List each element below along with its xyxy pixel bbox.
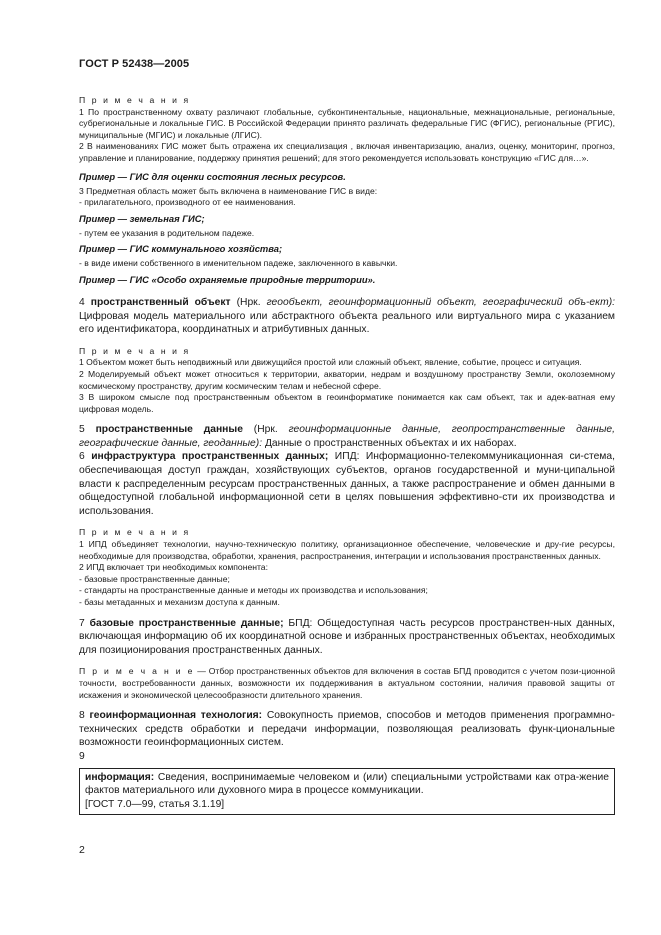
- term-entry-4: [79, 296, 615, 337]
- term-entry-7: [79, 617, 615, 658]
- note-list-item: - базы метаданных и механизм доступа к данным.: [79, 597, 280, 607]
- note-text: 1 Объектом может быть неподвижный или движущийся простой или сложный объект, явление, событие, процесс и ситуация.: [79, 357, 582, 368]
- term-name: пространственный объект: [90, 296, 231, 308]
- note-list-item: - базовые пространственные данные;: [79, 573, 230, 584]
- note-list-item: - путем ее указания в родительном падеже.: [79, 227, 255, 238]
- note-text: 2 ИПД включает три необходимых компонента:: [79, 562, 268, 573]
- note-text: — Отбор пространственных объектов для включения в состав БПД проводится с учетом пози-ционной точности, востребованности данных, возможности их поддерживания в актуальном состоянии, наличия правовой защиты от искажения и экономической целесообразности длительного хранения.: [79, 666, 615, 700]
- example-text: Пример — ГИС коммунального хозяйства;: [79, 243, 283, 255]
- term-definition: Цифровая модель материального или абстрактного объекта реального или виртуального мира с указанием его идентификатора, координатных и атрибутивных данных.: [79, 310, 615, 336]
- term-deprecated-mark: (Нрк.: [236, 296, 261, 308]
- example-text: Пример — земельная ГИС;: [79, 212, 205, 224]
- term-entry-8: [79, 709, 615, 750]
- page-number: 2: [79, 844, 85, 856]
- note-text: 2 Моделируемый объект может относиться к территории, акватории, недрам и воздушному пространству Земли, околоземному космическому пространству, другим космическим телам и небесной сфере.: [79, 368, 615, 391]
- term-number: 4: [79, 296, 85, 308]
- term-definition: Сведения, воспринимаемые человеком и (или) специальными устройствами как отра-жение фактов материального или духовного мира в процессе коммуникации.: [85, 771, 609, 797]
- note-text: 1 По пространственному охвату различают глобальные, субконтинентальные, национальные, межнациональные, региональные, субрегиональные и локальные ГИС. В Российской Федерации принято различать федеральные ГИС (ФГИС), региональные (РГИС), муниципальные (МГИС) и локальные (ЛГИС).: [79, 106, 615, 140]
- term-name: инфраструктура пространственных данных;: [91, 451, 329, 463]
- term-definition: Данные о пространственных объектах и их наборах.: [264, 437, 517, 449]
- term-deprecated-mark: (Нрк.: [253, 424, 278, 436]
- term-number: 5: [79, 424, 85, 436]
- notes-title: П р и м е ч а н и я: [79, 527, 191, 538]
- definition-box: [79, 768, 615, 816]
- notes-block-2: [79, 346, 615, 416]
- term-number-9: 9: [79, 750, 85, 762]
- note-list-item: - стандарты на пространственные данные и методы их производства и использования;: [79, 585, 428, 596]
- term-abbreviation: БПД:: [288, 617, 313, 629]
- notes-title: П р и м е ч а н и я: [79, 345, 191, 356]
- term-name: информация:: [85, 771, 155, 783]
- term-synonyms: геоинформационные данные, геопространственные данные, географические данные, геоданные):: [79, 424, 615, 449]
- term-synonyms: геообъект, геоинформационный объект, географический объ-ект):: [266, 296, 615, 308]
- boxed-definition: [85, 771, 609, 798]
- example-text: Пример — ГИС для оценки состояния лесных ресурсов.: [79, 170, 346, 182]
- notes-block-3: [79, 527, 615, 608]
- note-list-item: - в виде имени собственного в именительном падеже, заключенного в кавычки.: [79, 258, 398, 269]
- note-list-item: - прилагательного, производного от ее наименования.: [79, 197, 296, 208]
- term-number: 6: [79, 451, 85, 463]
- example-text: Пример — ГИС «Особо охраняемые природные территории».: [79, 273, 376, 285]
- document-page: [79, 58, 615, 815]
- term-definition: Информационно-телекоммуникационная си-стема, обеспечивающая доступ граждан, хозяйствующих субъектов, органов государственной и муни-ципальной власти к распределенным ресурсам пространственных данных, а также распространение и обмен данными в общедоступной глобальной информационной сети в целях повышения эффективно-сти их производства и использования.: [79, 451, 615, 517]
- term-name: геоинформационная технология:: [89, 710, 263, 722]
- term-entry-6: [79, 450, 615, 518]
- notes-title: П р и м е ч а н и я: [79, 95, 191, 105]
- notes-block-1: [79, 95, 615, 286]
- term-name: пространственные данные: [95, 424, 243, 436]
- term-name: базовые пространственные данные;: [89, 617, 284, 629]
- note-text: 3 Предметная область может быть включена в наименование ГИС в виде:: [79, 185, 378, 196]
- term-entry-5: [79, 423, 615, 450]
- note-text: 2 В наименованиях ГИС может быть отражена их специализация , включая инвентаризацию, анализ, оценку, мониторинг, прогноз, управление и планирование, поддержку принятия решений; для этого рекомендуется использовать конструкцию «ГИС для…».: [79, 141, 615, 163]
- source-reference: [ГОСТ 7.0—99, статья 3.1.19]: [85, 798, 225, 810]
- standard-header: ГОСТ Р 52438—2005: [79, 58, 190, 70]
- term-definition: Общедоступная часть ресурсов пространствен-ных данных, включающая информацию об их координатной основе и избранных пространственных объектах, необходимых для позиционирования пространственных данных.: [79, 617, 615, 656]
- term-abbreviation: ИПД:: [334, 451, 360, 463]
- note-text: 3 В широком смысле под пространственным объектом в геоинформатике понимается как сам объект, так и адек-ватная ему цифровая модель.: [79, 392, 615, 414]
- term-number: 7: [79, 617, 85, 629]
- notes-block-4: [79, 666, 615, 701]
- note-text: 1 ИПД объединяет технологии, научно-техническую политику, организационное обеспечение, человеческие и дру-гие ресурсы, необходимые для производства, обработки, хранения, распространения, интеграции и использования пространственных данных.: [79, 539, 615, 561]
- term-definition: Совокупность приемов, способов и методов применения программно-технических средств обработки и передачи информации, позволяющая реализовать функ-циональные возможности геоинформационных систем.: [79, 710, 615, 749]
- term-number: 8: [79, 710, 85, 722]
- notes-title: П р и м е ч а н и е: [79, 666, 195, 677]
